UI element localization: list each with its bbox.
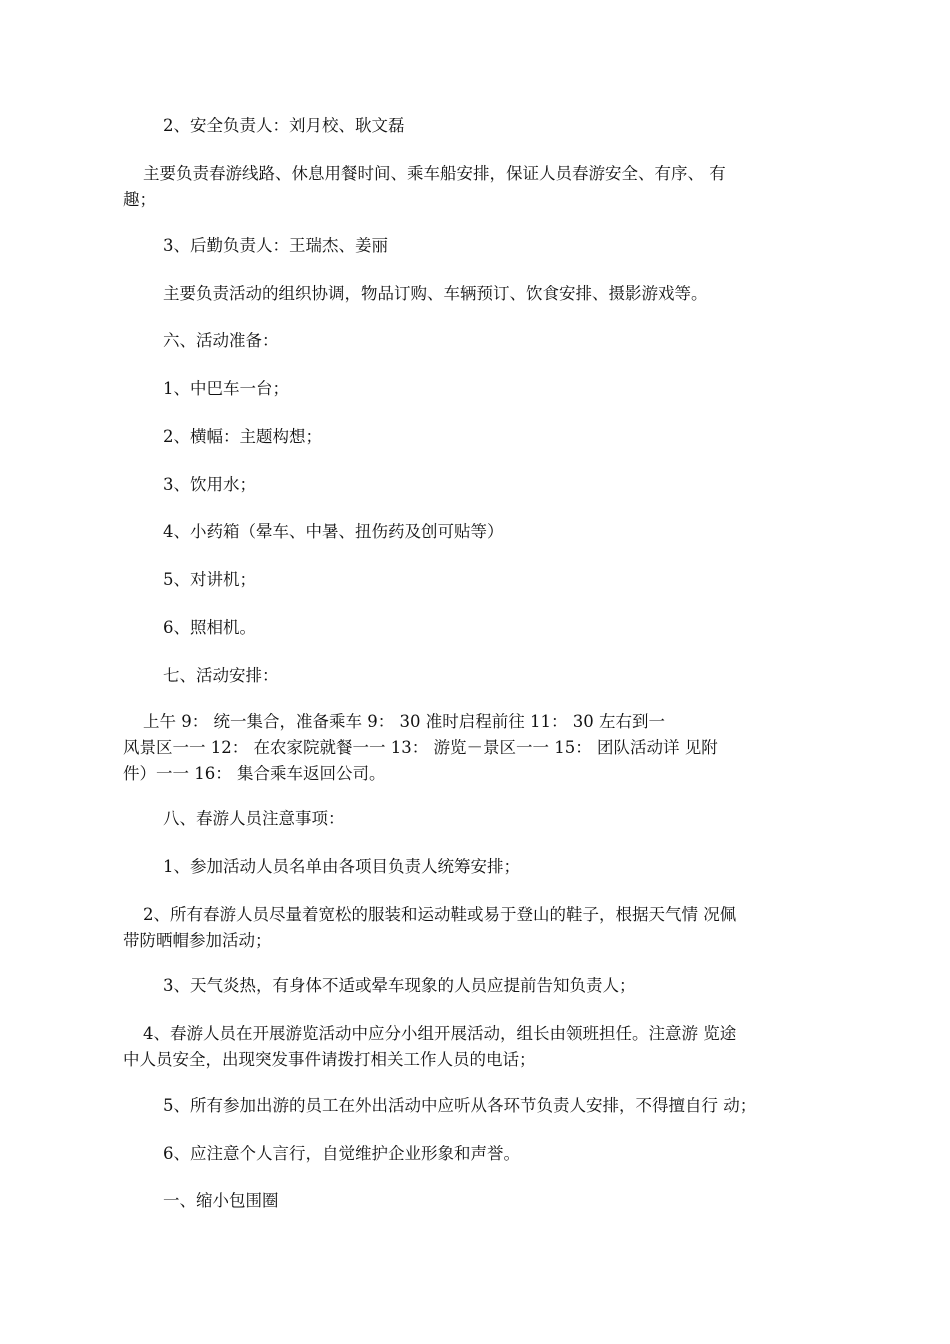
paragraph-schedule-details bbox=[123, 709, 803, 787]
text-line: 六、活动准备： bbox=[163, 331, 279, 350]
text-line: 带防晒帽参加活动； bbox=[123, 931, 272, 950]
section-heading-notes bbox=[143, 806, 823, 832]
list-item-walkie-talkie bbox=[143, 567, 823, 593]
note-item-6 bbox=[143, 1141, 823, 1167]
text-line: 1、中巴车一台； bbox=[163, 379, 289, 398]
list-item-medkit bbox=[143, 519, 823, 545]
text-line: 风景区一一 12： 在农家院就餐一一 13： 游览－景区一一 15： 团队活动详 见附 bbox=[123, 738, 718, 757]
text-line: 2、安全负责人：刘月校、耿文磊 bbox=[163, 116, 405, 135]
text-line: 趣； bbox=[123, 190, 156, 209]
text-line: 七、活动安排： bbox=[163, 666, 279, 685]
list-item-camera bbox=[143, 615, 823, 641]
list-item-bus bbox=[143, 376, 823, 402]
note-item-3 bbox=[143, 973, 823, 999]
note-item-1 bbox=[143, 854, 823, 880]
section-heading-preparation bbox=[143, 328, 823, 354]
paragraph-safety-duties bbox=[123, 161, 803, 213]
paragraph-logistics-duties bbox=[143, 281, 823, 307]
text-line: 3、饮用水； bbox=[163, 475, 256, 494]
note-item-2 bbox=[123, 902, 803, 954]
paragraph-safety-lead bbox=[143, 113, 823, 139]
note-item-5 bbox=[143, 1093, 823, 1119]
text-line: 3、天气炎热，有身体不适或晕车现象的人员应提前告知负责人； bbox=[163, 976, 636, 995]
text-line: 2、所有春游人员尽量着宽松的服装和运动鞋或易于登山的鞋子，根据天气情 况佩 bbox=[143, 905, 737, 924]
text-line: 3、后勤负责人：王瑞杰、姜丽 bbox=[163, 236, 388, 255]
text-line: 4、小药箱（晕车、中暑、扭伤药及创可贴等） bbox=[163, 522, 504, 541]
text-line: 中人员安全，出现突发事件请拨打相关工作人员的电话； bbox=[123, 1050, 536, 1069]
text-line: 4、春游人员在开展游览活动中应分小组开展活动，组长由领班担任。注意游 览途 bbox=[143, 1024, 737, 1043]
text-line: 2、横幅：主题构想； bbox=[163, 427, 322, 446]
text-line: 上午 9： 统一集合，准备乘车 9： 30 准时启程前往 11： 30 左右到一 bbox=[143, 712, 665, 731]
text-line: 件）一一 16： 集合乘车返回公司。 bbox=[123, 764, 386, 783]
text-line: 主要负责春游线路、休息用餐时间、乘车船安排，保证人员春游安全、有序、 有 bbox=[143, 164, 726, 183]
section-heading-schedule bbox=[143, 663, 823, 689]
text-line: 5、所有参加出游的员工在外出活动中应听从各环节负责人安排，不得擅自行 动； bbox=[163, 1096, 757, 1115]
section-heading-narrow-circle bbox=[143, 1188, 823, 1214]
list-item-banner bbox=[143, 424, 823, 450]
text-line: 1、参加活动人员名单由各项目负责人统筹安排； bbox=[163, 857, 520, 876]
text-line: 6、照相机。 bbox=[163, 618, 256, 637]
list-item-water bbox=[143, 472, 823, 498]
text-line: 5、对讲机； bbox=[163, 570, 256, 589]
text-line: 一、缩小包围圈 bbox=[163, 1191, 279, 1210]
text-line: 6、应注意个人言行，自觉维护企业形象和声誉。 bbox=[163, 1144, 520, 1163]
text-line: 主要负责活动的组织协调，物品订购、车辆预订、饮食安排、摄影游戏等。 bbox=[163, 284, 708, 303]
paragraph-logistics-lead bbox=[143, 233, 823, 259]
text-line: 八、春游人员注意事项： bbox=[163, 809, 345, 828]
note-item-4 bbox=[123, 1021, 803, 1073]
